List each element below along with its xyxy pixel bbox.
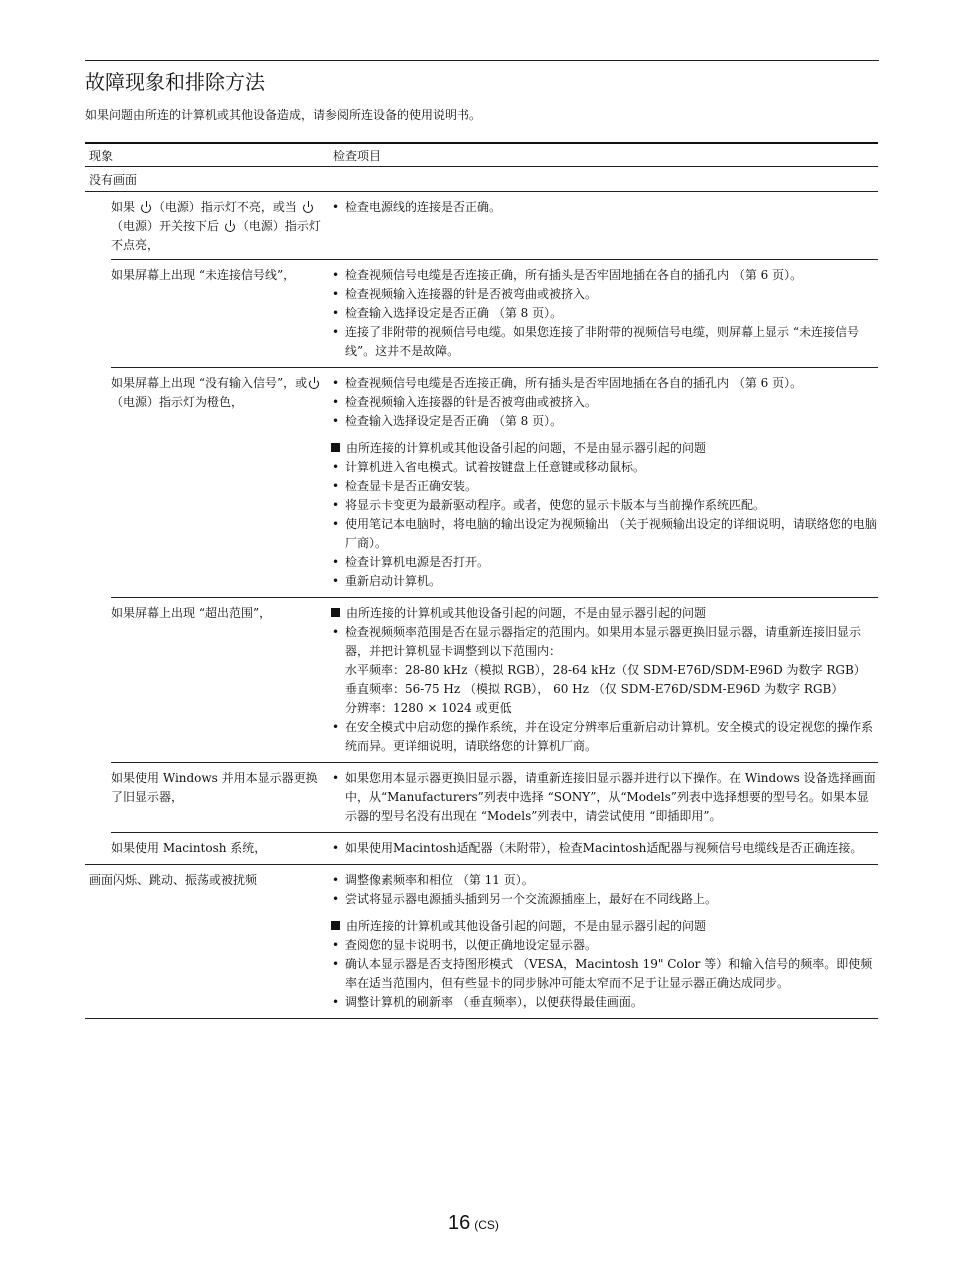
list-item: • 尝试将显示器电源插头插到另一个交流源插座上，最好在不同线路上。 xyxy=(331,890,878,909)
symptom-cell: 如果 （电源）指示灯不亮，或当 （电源）开关按下后 （电源）指示灯不点亮， xyxy=(111,200,321,252)
table-row xyxy=(85,832,878,864)
note-heading: 由所连接的计算机或其他设备引起的问题，不是由显示器引起的问题 xyxy=(331,439,878,458)
table-header xyxy=(85,144,878,167)
check-cell xyxy=(331,259,878,367)
table-row xyxy=(85,259,878,367)
list-item: • 调整像素频率和相位 （第 11 页）。 xyxy=(331,871,878,890)
list-item: • 如果您用本显示器更换旧显示器，请重新连接旧显示器并进行以下操作。在 Windows 设备选择画面中，从“Manufacturers”列表中选择 “SONY”，从“Models”列表中选择想要的型号名。如果本显示器的型号名没有出现在 “Models”列表中，请尝试使用 “即插即用”。 xyxy=(331,769,878,826)
list-item: • 检查计算机电源是否打开。 xyxy=(331,553,878,572)
symptom-cell: 如果使用 Macintosh 系统， xyxy=(111,832,337,864)
check-cell xyxy=(331,192,878,259)
range-line: 水平频率：28-80 kHz（模拟 RGB），28-64 kHz（仅 SDM-E76D/SDM-E96D 为数字 RGB） xyxy=(345,663,866,677)
page-number: 16 xyxy=(448,1212,471,1234)
symptom-cell: 如果使用 Windows 并用本显示器更换了旧显示器， xyxy=(111,762,337,832)
page-suffix: (CS) xyxy=(474,1218,499,1232)
table-row xyxy=(85,762,878,832)
list-item: • 确认本显示器是否支持图形模式 （VESA，Macintosh 19" Color 等）和输入信号的频率。即使频率在适当范围内，但有些显卡的同步脉冲可能太窄而不足于让显示器正确达成同步。 xyxy=(331,955,878,993)
check-cell xyxy=(331,762,878,832)
list-item: • 使用笔记本电脑时，将电脑的输出设定为视频输出 （关于视频输出设定的详细说明，请联络您的电脑厂商）。 xyxy=(331,515,878,553)
list-item: • 检查显卡是否正确安装。 xyxy=(331,477,878,496)
header-symptom: 现象 xyxy=(89,148,114,163)
page-footer xyxy=(448,1212,499,1235)
power-icon xyxy=(303,201,313,212)
power-icon xyxy=(309,377,319,388)
list-item: • 连接了非附带的视频信号电缆。如果您连接了非附带的视频信号电缆，则屏幕上显示 “未连接信号线”。这并不是故障。 xyxy=(331,323,878,361)
list-item: • 将显示卡变更为最新驱动程序。或者，使您的显示卡版本与当前操作系统匹配。 xyxy=(331,496,878,515)
list-item: • 重新启动计算机。 xyxy=(331,572,878,591)
check-cell xyxy=(331,832,878,864)
note-heading: 由所连接的计算机或其他设备引起的问题，不是由显示器引起的问题 xyxy=(331,917,878,936)
check-cell xyxy=(331,864,878,1018)
header-check: 检查项目 xyxy=(333,148,382,163)
power-icon xyxy=(225,220,235,231)
symptom-cell: 如果屏幕上出现 “超出范围”， xyxy=(111,597,337,762)
table-row xyxy=(85,192,878,259)
list-item: • 调整计算机的刷新率 （垂直频率），以便获得最佳画面。 xyxy=(331,993,878,1012)
list-item: • 检查视频信号电缆是否连接正确，所有插头是否牢固地插在各自的插孔内 （第 6 页）。 xyxy=(331,266,878,285)
category-flicker: 画面闪烁、跳动、振荡或被扰频 xyxy=(85,864,337,1018)
list-item: • 查阅您的显卡说明书，以便正确地设定显示器。 xyxy=(331,936,878,955)
list-item: • 计算机进入省电模式。试着按键盘上任意键或移动鼠标。 xyxy=(331,458,878,477)
page-title: 故障现象和排除方法 xyxy=(85,70,265,94)
list-item: • 在安全模式中启动您的操作系统，并在设定分辨率后重新启动计算机。安全模式的设定视您的操作系统而异。更详细说明，请联络您的计算机厂商。 xyxy=(331,718,878,756)
intro-text: 如果问题由所连的计算机或其他设备造成，请参阅所连设备的使用说明书。 xyxy=(85,108,482,122)
table-row xyxy=(85,367,878,597)
top-rule xyxy=(85,60,879,61)
check-cell xyxy=(331,367,878,597)
list-item: • 检查输入选择设定是否正确 （第 8 页）。 xyxy=(331,304,878,323)
list-item: • 检查视频信号电缆是否连接正确，所有插头是否牢固地插在各自的插孔内 （第 6 页）。 xyxy=(331,374,878,393)
list-item: • 检查电源线的连接是否正确。 xyxy=(331,198,878,217)
check-cell xyxy=(331,597,878,762)
list-item: • 检查视频输入连接器的针是否被弯曲或被挤入。 xyxy=(331,285,878,304)
range-line: 垂直频率：56-75 Hz （模拟 RGB）， 60 Hz （仅 SDM-E76D/SDM-E96D 为数字 RGB） xyxy=(345,682,844,696)
range-line: 分辨率：1280 × 1024 或更低 xyxy=(345,701,512,715)
list-item: • 检查输入选择设定是否正确 （第 8 页）。 xyxy=(331,412,878,431)
square-bullet-icon xyxy=(331,443,340,452)
symptom-cell: 如果屏幕上出现 “没有输入信号”，或（电源）指示灯为橙色， xyxy=(111,367,337,597)
table-row xyxy=(85,864,878,1018)
table-bottom-rule xyxy=(85,1018,878,1019)
square-bullet-icon xyxy=(331,608,340,617)
note-heading: 由所连接的计算机或其他设备引起的问题，不是由显示器引起的问题 xyxy=(331,604,878,623)
list-item: • 如果使用Macintosh适配器（未附带），检查Macintosh适配器与视频信号电缆线是否正确连接。 xyxy=(331,839,878,858)
category-no-picture: 没有画面 xyxy=(85,167,878,192)
table-row xyxy=(85,597,878,762)
square-bullet-icon xyxy=(331,921,340,930)
symptom-cell: 如果屏幕上出现 “未连接信号线”， xyxy=(111,259,337,367)
list-item: • 检查视频输入连接器的针是否被弯曲或被挤入。 xyxy=(331,393,878,412)
troubleshooting-table xyxy=(85,142,878,1019)
power-icon xyxy=(141,201,151,212)
list-item: • 检查视频频率范围是否在显示器指定的范围内。如果用本显示器更换旧显示器，请重新连接旧显示器，并把计算机显卡调整到以下范围内： 水平频率：28-80 kHz（模拟 RGB），28-64 kHz（仅 SDM-E76D/SDM-E96D 为数字 RGB） 垂直频率：56-75 Hz （模拟 RGB）， 60 Hz （仅 SDM-E76D/SDM-E96D 为数字 RGB） 分辨率：1280 × 1024 或更低 xyxy=(331,623,878,718)
